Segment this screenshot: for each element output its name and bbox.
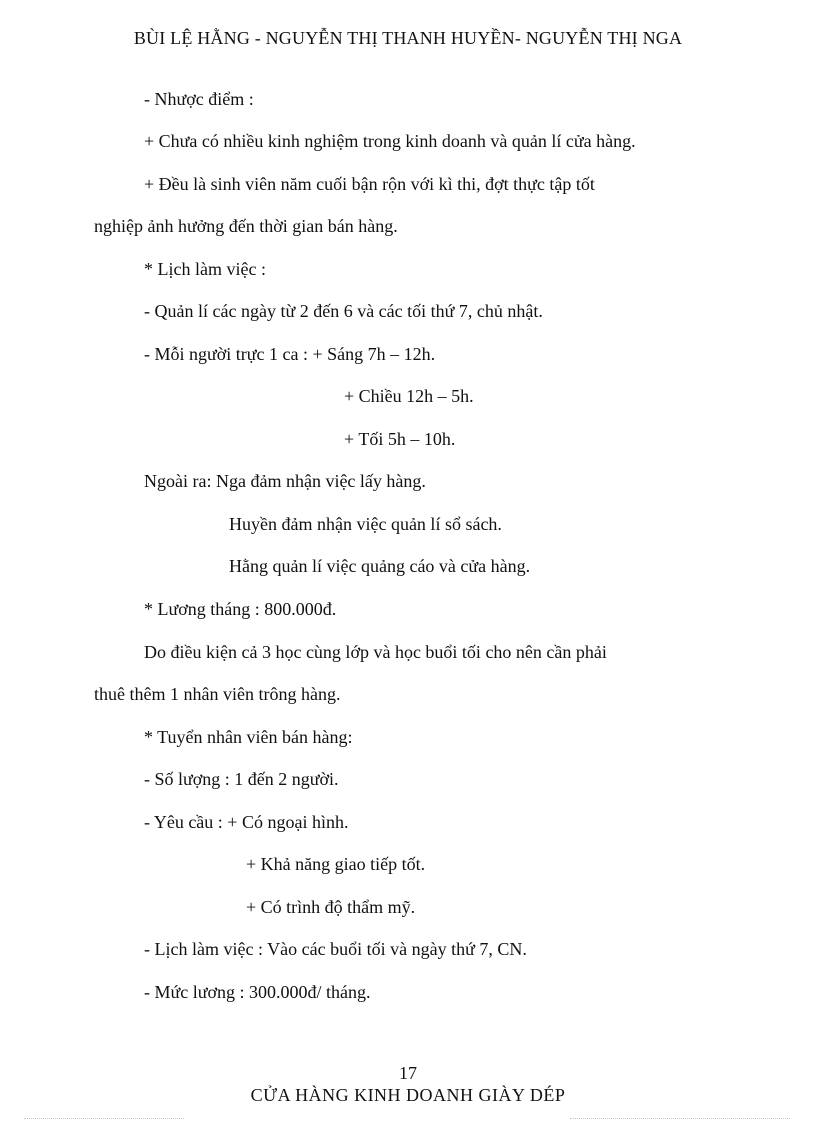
text-line: - Quản lí các ngày từ 2 đến 6 và các tối thứ 7, chủ nhật. [144, 301, 543, 321]
text-line: Hằng quản lí việc quảng cáo và cửa hàng. [229, 556, 531, 576]
text-line-recruitment-heading: * Tuyển nhân viên bán hàng: [144, 727, 353, 747]
text-line-schedule-heading: * Lịch làm việc : [144, 259, 266, 279]
text-line: + Tối 5h – 10h. [344, 429, 456, 449]
text-line: thuê thêm 1 nhân viên trông hàng. [94, 684, 341, 704]
footer-dotted-rule-right [570, 1118, 790, 1119]
text-line-salary: * Lương tháng : 800.000đ. [144, 599, 337, 619]
text-line: Do điều kiện cả 3 học cùng lớp và học buổi tối cho nên cần phải [144, 642, 607, 662]
text-line: - Lịch làm việc : Vào các buổi tối và ngày thứ 7, CN. [144, 939, 527, 959]
text-line: Ngoài ra: Nga đảm nhận việc lấy hàng. [144, 471, 426, 491]
text-line: + Đều là sinh viên năm cuối bận rộn với kì thi, đợt thực tập tốt [144, 174, 595, 194]
text-line-drawbacks-heading: - Nhược điểm : [144, 89, 254, 109]
page-footer-title: CỬA HÀNG KINH DOANH GIÀY DÉP [250, 1085, 566, 1105]
text-line: + Có trình độ thẩm mỹ. [246, 897, 416, 917]
page-header-authors: BÙI LỆ HẰNG - NGUYỄN THỊ THANH HUYỀN- NGUYỄN THỊ NGA [133, 28, 683, 48]
text-line: - Mỗi người trực 1 ca : + Sáng 7h – 12h. [144, 344, 436, 364]
text-line: + Khả năng giao tiếp tốt. [246, 854, 426, 874]
text-line: + Chiều 12h – 5h. [344, 386, 474, 406]
text-line: + Chưa có nhiều kinh nghiệm trong kinh doanh và quản lí cửa hàng. [144, 131, 636, 151]
text-line: - Yêu cầu : + Có ngoại hình. [144, 812, 349, 832]
text-line: Huyền đảm nhận việc quản lí sổ sách. [229, 514, 502, 534]
footer-dotted-rule-left [24, 1118, 184, 1119]
text-line: - Mức lương : 300.000đ/ tháng. [144, 982, 371, 1002]
text-line: nghiệp ảnh hưởng đến thời gian bán hàng. [94, 216, 398, 236]
text-line: - Số lượng : 1 đến 2 người. [144, 769, 339, 789]
page-number: 17 [399, 1063, 417, 1083]
